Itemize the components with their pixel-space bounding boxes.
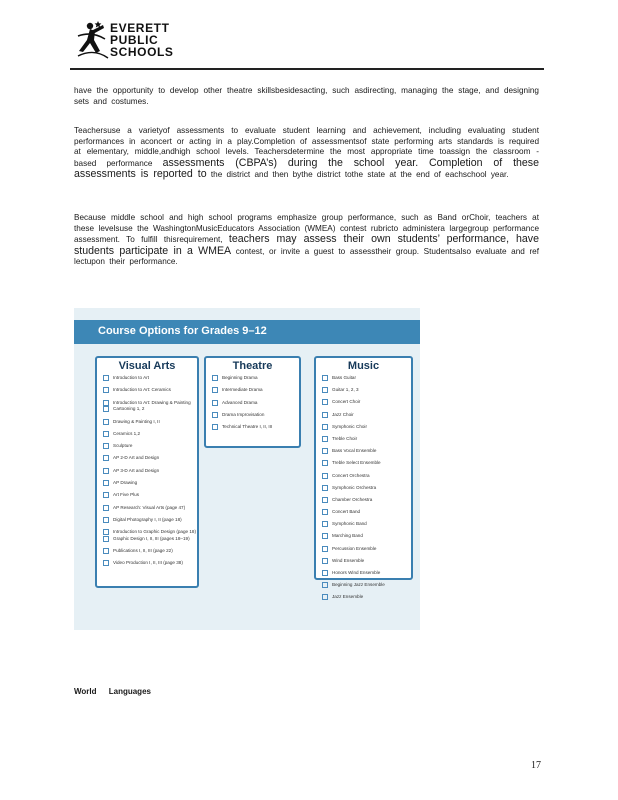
course-item-label: Video Production I, II, III (page 38): [113, 560, 183, 566]
course-item-label: AP 3-D Art and Design: [113, 467, 160, 473]
course-item-label: Ceramics 1,2: [113, 430, 141, 436]
course-item: [103, 406, 197, 412]
music-list: [316, 375, 411, 600]
course-item: [322, 424, 411, 430]
paragraph-theatre-skills: [74, 86, 539, 107]
course-item-label: Bass Vocal Ensemble: [332, 448, 377, 454]
course-item-label: Introduction to Graphic Design (page 18): [113, 529, 196, 535]
checkbox-icon: [103, 505, 109, 511]
course-item-label: AP Research: Visual Arts (page 47): [113, 504, 186, 510]
checkbox-icon: [322, 558, 328, 564]
checkbox-icon: [103, 529, 109, 535]
checkbox-icon: [322, 521, 328, 527]
checkbox-icon: [322, 460, 328, 466]
course-item: [103, 431, 197, 437]
page-header: [74, 14, 544, 70]
course-item: [322, 497, 411, 503]
section-heading-world-languages: World Languages: [74, 687, 151, 696]
checkbox-icon: [322, 412, 328, 418]
course-item: [103, 529, 197, 535]
course-item: [322, 399, 411, 405]
course-item: [103, 492, 197, 498]
paragraph-text: Because middle school and high school programs emphasize group performance, such as Band orChoir, teachers at these levelsuse the WashingtonMusicEducators Association (WMEA) contest rubricto administera largegroup performance assessment. To fulfill thisrequirement,: [74, 213, 539, 245]
course-item-label: Treble Choir: [332, 435, 358, 441]
course-item: [212, 387, 299, 393]
course-item: [322, 570, 411, 576]
checkbox-icon: [212, 387, 218, 393]
paragraph-text: the district and then bythe district tothe state at the end of eachschool year.: [210, 170, 509, 180]
checkbox-icon: [322, 424, 328, 430]
checkbox-icon: [322, 473, 328, 479]
checkbox-icon: [103, 536, 109, 542]
course-item-label: Percussion Ensemble: [332, 545, 377, 551]
course-item-label: AP 2-D Art and Design: [113, 455, 160, 461]
checkbox-icon: [322, 582, 328, 588]
course-item: [322, 448, 411, 454]
course-item-label: Publications I, II, III (page 22): [113, 548, 173, 554]
music-heading: Music: [347, 360, 380, 372]
music-box: [314, 356, 413, 600]
course-item: [322, 582, 411, 588]
paragraph-text-large: assessments (CBPA’s) during the school year. Completion of these assessments is reported to: [74, 156, 539, 181]
checkbox-icon: [322, 497, 328, 503]
paragraph-group-performance: [74, 213, 539, 268]
course-item: [322, 546, 411, 552]
course-item: [103, 480, 197, 486]
course-item-label: Chamber Orchestra: [332, 496, 373, 502]
visual-arts-list: [97, 375, 197, 566]
visual-arts-box: [95, 356, 199, 588]
district-wordmark: [110, 22, 174, 58]
course-item-label: Marching Band: [332, 533, 363, 539]
checkbox-icon: [103, 548, 109, 554]
page-number: 17: [531, 760, 541, 771]
course-item: [103, 375, 197, 381]
course-item-label: Symphonic Orchestra: [332, 484, 377, 490]
course-item: [103, 387, 197, 393]
checkbox-icon: [322, 570, 328, 576]
course-item-label: Beginning Jazz Ensemble: [332, 582, 385, 588]
course-item: [322, 521, 411, 527]
checkbox-icon: [322, 546, 328, 552]
course-item: [322, 473, 411, 479]
course-item: [212, 375, 299, 381]
checkbox-icon: [103, 517, 109, 523]
course-item-label: Symphonic Choir: [332, 423, 367, 429]
paragraph-assessments: [74, 126, 539, 181]
course-item: [322, 485, 411, 491]
paragraph-text: Teachersuse a varietyof assessments to evaluate student learning and achievement, including evaluating student performances in aconcert or acting in a play.Completion of assessmentsof state performing arts standards is required at elementary, middle,andhigh school levels. Teachersdetermine the most appropriate time toassign the classroom -based performance: [74, 126, 539, 168]
course-item-label: Introduction to Art: Drawing & Painting: [113, 399, 191, 405]
course-item: [103, 560, 197, 566]
course-item: [103, 455, 197, 461]
theatre-list: [206, 375, 299, 430]
checkbox-icon: [322, 485, 328, 491]
checkbox-icon: [103, 400, 109, 406]
course-item: [103, 468, 197, 474]
visual-arts-heading: Visual Arts: [118, 360, 176, 372]
paragraph-text: contest, or invite a guest to assesstheir group. Studentsalso evaluate and ref lectupon their performance.: [74, 246, 539, 267]
course-item: [322, 412, 411, 418]
course-item-label: Honors Wind Ensemble: [332, 570, 381, 575]
course-item-label: Introduction to Art: [113, 375, 150, 380]
course-item-label: Sculpture: [113, 443, 133, 449]
course-item-label: Guitar 1, 2, 3: [332, 387, 359, 393]
course-item: [322, 375, 411, 381]
checkbox-icon: [103, 455, 109, 461]
course-item: [322, 387, 411, 393]
checkbox-icon: [212, 400, 218, 406]
checkbox-icon: [103, 492, 109, 498]
paragraph-text-large: teachers may assess their own students’ performance, have students participate in a WMEA: [74, 233, 539, 257]
course-item-label: Beginning Drama: [222, 375, 258, 380]
paragraph-text: have the opportunity to develop other theatre skillsbesidesacting, such asdirecting, managing the stage, and designing sets and costumes.: [74, 86, 539, 106]
checkbox-icon: [103, 468, 109, 474]
checkbox-icon: [103, 375, 109, 381]
course-item-label: Jazz Ensemble: [332, 594, 364, 600]
course-item: [103, 505, 197, 511]
theatre-box: [204, 356, 301, 448]
wordmark-line: EVERETT: [110, 21, 170, 35]
checkbox-icon: [322, 399, 328, 405]
checkbox-icon: [103, 560, 109, 566]
checkbox-icon: [103, 419, 109, 425]
course-item: [322, 533, 411, 539]
course-item: [103, 517, 197, 523]
checkbox-icon: [322, 436, 328, 442]
course-item: [322, 594, 411, 600]
course-item-label: Digital Photography I, II (page 18): [113, 516, 182, 522]
course-item: [322, 460, 411, 466]
theatre-heading: Theatre: [232, 360, 273, 372]
header-divider: [70, 68, 544, 70]
checkbox-icon: [322, 387, 328, 393]
course-item: [103, 419, 197, 425]
course-item-label: Drama Improvisation: [222, 411, 265, 417]
checkbox-icon: [212, 412, 218, 418]
course-item-label: Symphonic Band: [332, 521, 367, 527]
course-item: [103, 548, 197, 554]
checkbox-icon: [103, 406, 109, 412]
course-options-panel: [74, 308, 420, 630]
course-item-label: Wind Ensemble: [332, 557, 365, 563]
course-item: [103, 443, 197, 449]
course-item-label: Intermediate Drama: [222, 387, 263, 393]
course-item: [212, 400, 299, 406]
course-item-label: Advanced Drama: [222, 399, 258, 405]
course-item: [212, 412, 299, 418]
course-item-label: Concert Choir: [332, 399, 361, 405]
checkbox-icon: [103, 387, 109, 393]
district-logo-icon: [74, 18, 114, 62]
checkbox-icon: [322, 594, 328, 600]
course-item-label: Jazz Choir: [332, 411, 354, 417]
checkbox-icon: [322, 533, 328, 539]
checkbox-icon: [103, 443, 109, 449]
course-item-label: Treble Select Ensemble: [332, 460, 381, 466]
course-item-label: AP Drawing: [113, 479, 138, 485]
checkbox-icon: [322, 375, 328, 381]
course-item-label: Drawing & Painting I, II: [113, 418, 160, 424]
course-item: [322, 436, 411, 442]
course-options-title: Course Options for Grades 9–12: [98, 325, 267, 337]
course-item: [212, 424, 299, 430]
checkbox-icon: [322, 509, 328, 515]
course-item-label: Bass Guitar: [332, 375, 356, 380]
checkbox-icon: [103, 431, 109, 437]
course-item-label: Concert Band: [332, 509, 361, 515]
course-item: [322, 509, 411, 515]
checkbox-icon: [212, 375, 218, 381]
course-item: [322, 558, 411, 564]
course-item-label: Art Five Plus: [113, 492, 140, 498]
checkbox-icon: [103, 480, 109, 486]
checkbox-icon: [322, 448, 328, 454]
checkbox-icon: [212, 424, 218, 430]
course-options-title-bar: [74, 320, 420, 344]
course-item-label: Cartooning 1, 2: [113, 406, 145, 412]
wordmark-line: SCHOOLS: [110, 45, 174, 59]
course-item: [103, 400, 197, 406]
course-item-label: Concert Orchestra: [332, 472, 370, 478]
course-item-label: Introduction to Art: Ceramics: [113, 387, 171, 393]
course-item-label: Graphic Design I, II, III (pages 18–19): [113, 535, 190, 541]
wordmark-line: PUBLIC: [110, 33, 159, 47]
course-item: [103, 536, 197, 542]
course-item-label: Technical Theatre I, II, III: [222, 424, 273, 430]
